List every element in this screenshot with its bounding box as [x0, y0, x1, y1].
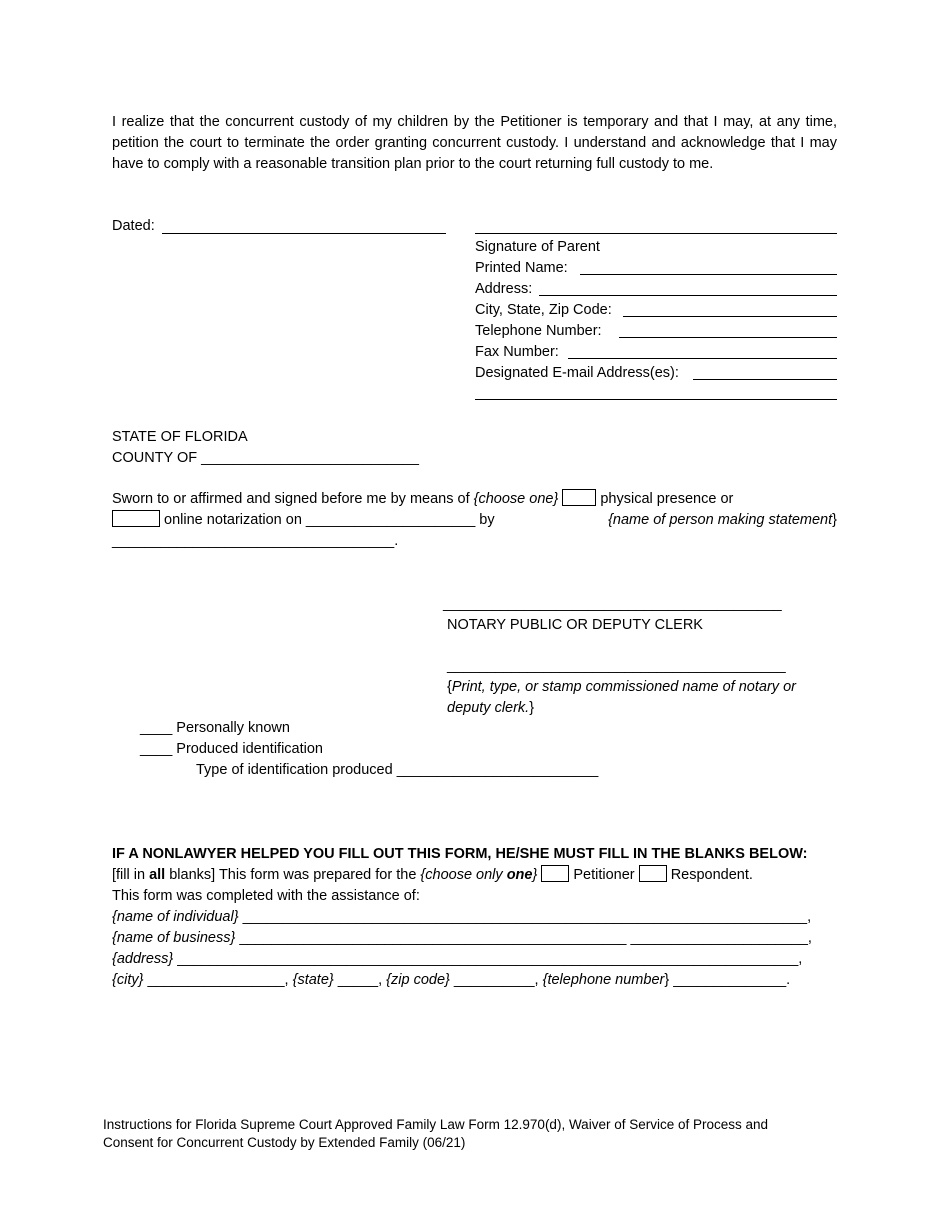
name-person-text: {name of person making statement	[608, 512, 833, 528]
fax-label: Fax Number:	[475, 344, 559, 360]
name-individual-line[interactable]: {name of individual} ______________________________________________________________________,	[112, 909, 812, 925]
notary-name-rule[interactable]: __________________________________________	[447, 658, 786, 674]
intro-paragraph: I realize that the concurrent custody of my children by the Petitioner is temporary and that I may, at any time, petition the court to terminate the order granting concurrent custody. I understand and acknowledge that I may have to comply with a reasonable transition plan prior to the court returning full custody to me.	[112, 114, 837, 172]
notary-clerk-label: NOTARY PUBLIC OR DEPUTY CLERK	[447, 617, 703, 633]
sworn-line-2	[112, 510, 837, 531]
city-field[interactable]	[623, 316, 837, 317]
petitioner-checkbox[interactable]	[541, 865, 569, 882]
name-person-close: }	[832, 512, 837, 528]
printed-name-label: Printed Name:	[475, 260, 568, 276]
prepared-for-line: [fill in all blanks] This form was prepared for the {choose only one} Petitioner Respondent.	[112, 867, 753, 883]
name-business-line[interactable]: {name of business} ________________________________________________ ______________________,	[112, 930, 812, 946]
produced-identification[interactable]: ____ Produced identification	[140, 741, 323, 757]
fax-field[interactable]	[568, 358, 837, 359]
notary-signature-rule[interactable]: __________________________________________	[443, 596, 782, 612]
dated-field[interactable]	[162, 233, 446, 234]
petitioner-label: Petitioner	[573, 867, 635, 883]
footer	[103, 1116, 768, 1152]
address-field[interactable]	[539, 295, 837, 296]
email-field[interactable]	[693, 379, 837, 380]
signature-label: Signature of Parent	[475, 239, 600, 255]
state-label: STATE OF FLORIDA	[112, 429, 248, 445]
city-state-zip-line[interactable]: {city} _________________, {state} _____, {zip code} __________, {telephone number} ______________.	[112, 972, 791, 988]
address-label: Address:	[475, 281, 533, 297]
online-notarization-checkbox[interactable]	[112, 510, 160, 527]
footer-line-2: Consent for Concurrent Custody by Extended Family (06/21)	[103, 1135, 466, 1150]
email-label: Designated E-mail Address(es):	[475, 365, 679, 381]
respondent-label: Respondent.	[670, 867, 753, 883]
physical-presence-label: physical presence or	[600, 491, 734, 507]
assisted-line: This form was completed with the assistance of:	[112, 888, 420, 904]
printed-name-field[interactable]	[580, 274, 837, 275]
footer-line-1: Instructions for Florida Supreme Court Approved Family Law Form 12.970(d), Waiver of Service of Process and	[103, 1117, 769, 1132]
address-line[interactable]: {address} _____________________________________________________________________________,	[112, 951, 803, 967]
sworn-text: Sworn to or affirmed and signed before me by means of	[112, 491, 474, 507]
city-label: City, State, Zip Code:	[475, 302, 612, 318]
print-instructions-2: deputy clerk.}	[447, 700, 535, 716]
print-instructions: {Print, type, or stamp commissioned name of notary or	[447, 679, 796, 695]
telephone-field[interactable]	[619, 337, 837, 338]
personally-known[interactable]: ____ Personally known	[140, 720, 290, 736]
choose-one-text: {choose one}	[473, 491, 559, 507]
online-text: online notarization on _____________________ by	[164, 512, 495, 528]
respondent-checkbox[interactable]	[639, 865, 667, 882]
email-field-extra[interactable]	[475, 399, 837, 400]
nonlawyer-heading: IF A NONLAWYER HELPED YOU FILL OUT THIS FORM, HE/SHE MUST FILL IN THE BLANKS BELOW:	[112, 846, 808, 862]
sworn-signature-blank[interactable]: ___________________________________.	[112, 533, 399, 549]
dated-label: Dated:	[112, 218, 155, 234]
sworn-line-1	[112, 489, 733, 510]
county-label: COUNTY OF ___________________________	[112, 450, 419, 466]
identification-type[interactable]: Type of identification produced _________________________	[196, 762, 599, 778]
physical-presence-checkbox[interactable]	[562, 489, 596, 506]
signature-field[interactable]	[475, 233, 837, 234]
telephone-label: Telephone Number:	[475, 323, 602, 339]
